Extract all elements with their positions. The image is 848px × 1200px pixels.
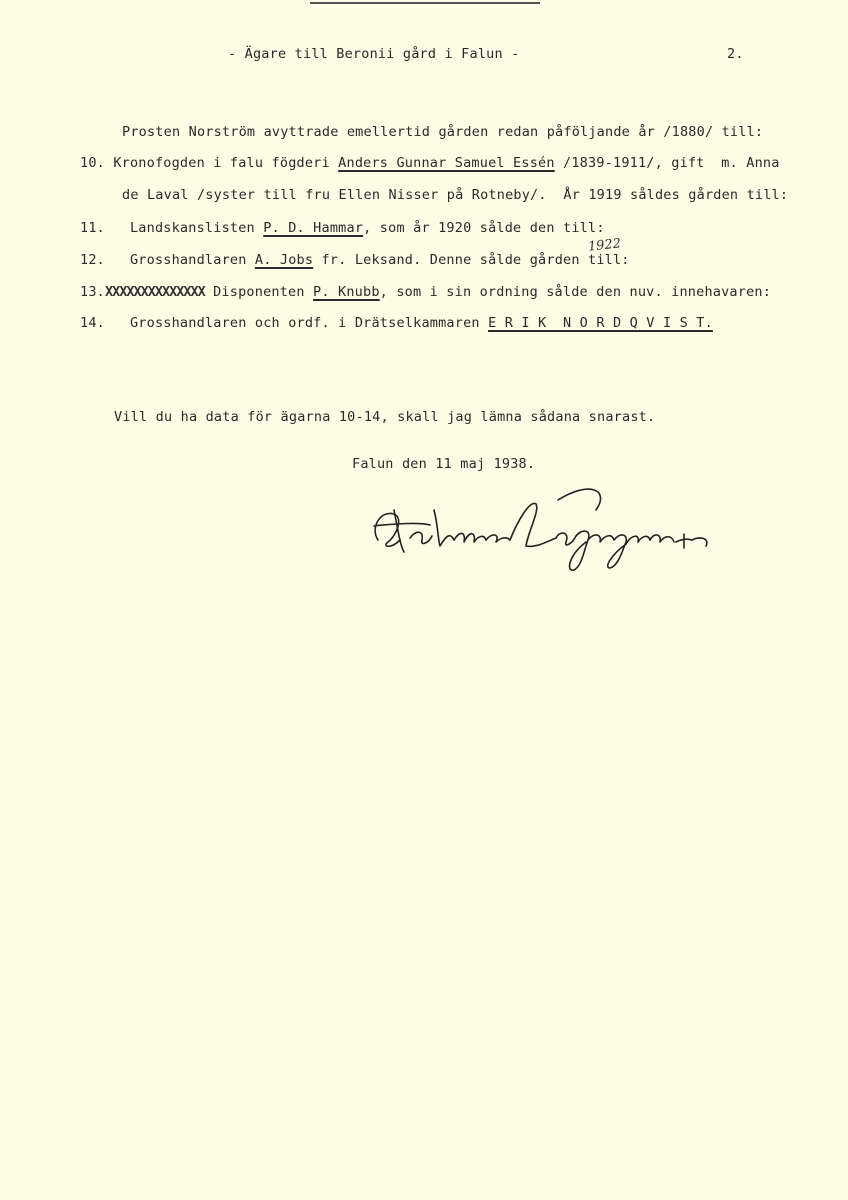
handwritten-year-note: 1922 (587, 236, 622, 255)
signature-drawing (360, 470, 720, 580)
owner-name: E R I K N O R D Q V I S T. (488, 315, 713, 331)
request-line: Vill du ha data för ägarna 10-14, skall jag lämna sådana snarast. (114, 409, 656, 425)
owner-text: , som år 1920 sålde den till: (363, 220, 605, 236)
owner-number: 14. (80, 315, 105, 331)
owner-number: 11. (80, 220, 105, 236)
owner-text: fr. Leksand. Denne sålde gården till: (313, 252, 630, 268)
owner-text: Grosshandlaren (129, 252, 255, 268)
owner-12-line (80, 252, 630, 268)
handwritten-signature (360, 470, 720, 584)
owner-11-line (80, 220, 605, 236)
owner-14-line (80, 315, 713, 331)
owner-number: 13. (80, 284, 105, 300)
intro-line: Prosten Norström avyttrade emellertid gården redan påföljande år /1880/ till: (122, 124, 764, 140)
owner-text: , som i sin ordning sålde den nuv. innehavaren: (379, 284, 772, 300)
owner-name: P. Knubb (313, 284, 380, 300)
owner-text: Disponenten (204, 284, 314, 300)
owner-13-line (80, 284, 771, 300)
owner-text: Grosshandlaren och ordf. i Drätselkammaren (129, 315, 489, 331)
struck-out-text: XXXXXXXXXXXXXX (104, 284, 205, 300)
owner-text: /1839-1911/, gift m. Anna (554, 155, 780, 171)
page-number: 2. (727, 46, 744, 62)
owner-text: Landskanslisten (129, 220, 264, 236)
owner-number: 10. (80, 155, 105, 171)
owner-10-line (80, 155, 780, 171)
top-rule (310, 2, 540, 4)
owner-number: 12. (80, 252, 105, 268)
owner-name: P. D. Hammar (263, 220, 364, 236)
owner-name: A. Jobs (254, 252, 314, 268)
place-date: Falun den 11 maj 1938. (352, 456, 536, 472)
owner-10-continuation: de Laval /syster till fru Ellen Nisser på Rotneby/. År 1919 såldes gården till: (122, 187, 789, 203)
owner-name: Anders Gunnar Samuel Essén (338, 155, 555, 171)
owner-text: Kronofogden i falu fögderi (113, 155, 339, 171)
document-title: - Ägare till Beronii gård i Falun - (228, 46, 520, 62)
